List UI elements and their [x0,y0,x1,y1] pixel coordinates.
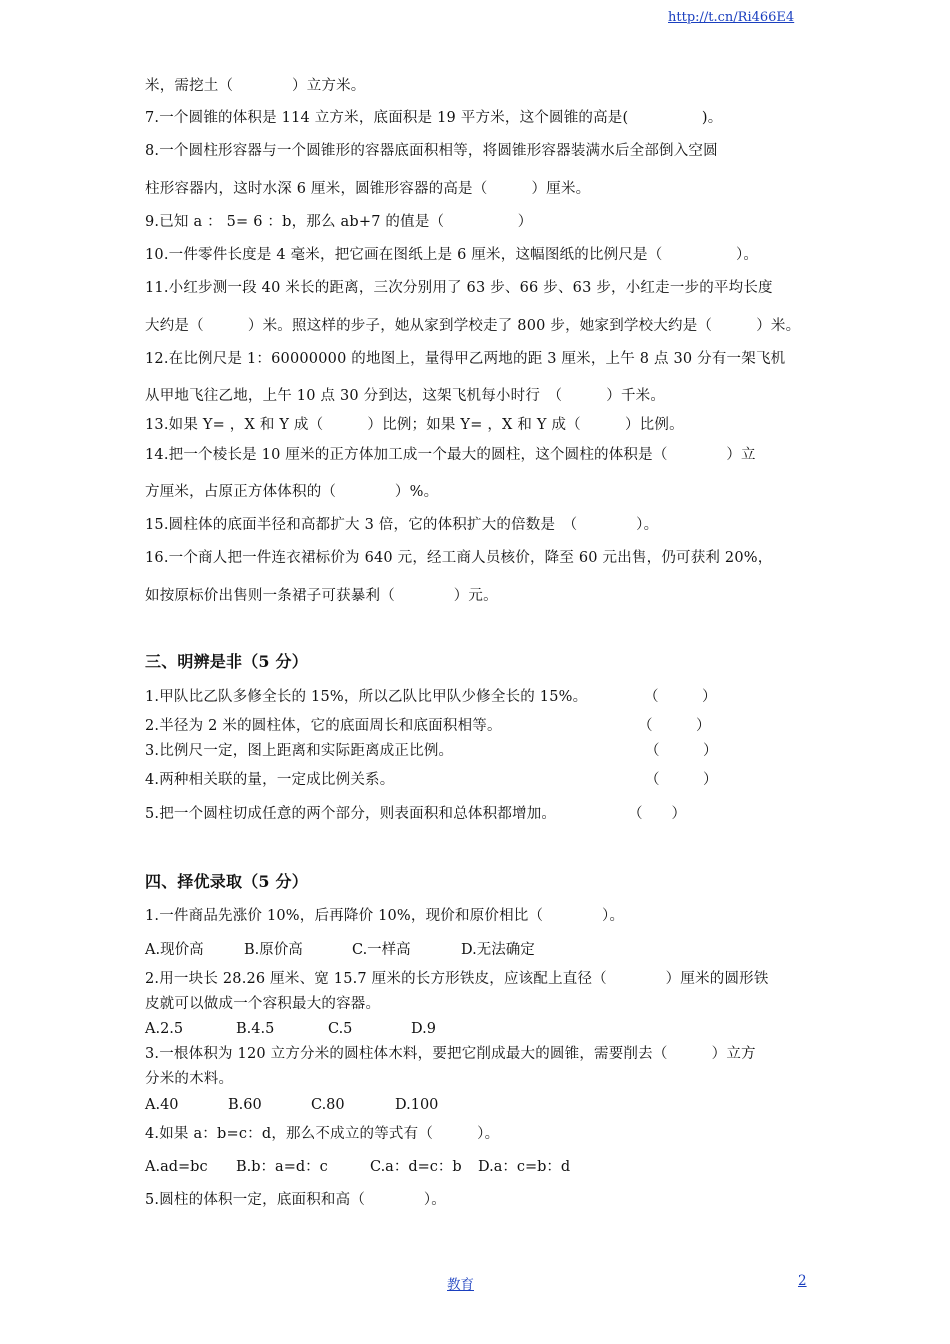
fill-question-16-cont: 如按原标价出售则一条裙子可获暴利（ ）元。 [145,588,498,604]
tf-question-1: 1.甲队比乙队多修全长的 15%，所以乙队比甲队少修全长的 15%。 [145,689,588,705]
mc-question-2: 2.用一块长 28.26 厘米、宽 15.7 厘米的长方形铁皮，应该配上直径（ ）厘米的圆形铁 [145,971,769,987]
mc-question-2-cont: 皮就可以做成一个容积最大的容器。 [145,996,381,1012]
header-url-link[interactable]: http://t.cn/Ri466E4 [668,10,795,25]
mc2-option-a: A.2.5 [145,1021,184,1037]
fill-question-8: 8.一个圆柱形容器与一个圆锥形的容器底面积相等，将圆锥形容器装满水后全部倒入空圆 [145,143,718,159]
fill-question-11: 11.小红步测一段 40 米长的距离，三次分别用了 63 步、66 步、63 步，小红走一步的平均长度 [145,280,773,296]
mc-question-3: 3.一根体积为 120 立方分米的圆柱体木料，要把它削成最大的圆锥，需要削去（ ）立方 [145,1046,756,1062]
fill-question-8-cont: 柱形容器内，这时水深 6 厘米，圆锥形容器的高是（ ）厘米。 [145,181,591,197]
mc1-option-c: C.一样高 [352,942,411,958]
fill-question-12: 12.在比例尺是 1：60000000 的地图上，量得甲乙两地的距 3 厘米，上午 8 点 30 分有一架飞机 [145,351,786,367]
section3-title: 三、明辨是非（5 分） [145,652,308,671]
page-number[interactable]: 2 [798,1273,807,1289]
fill-line-0: 米，需挖土（ ）立方米。 [145,78,366,94]
mc4-option-a: A.ad=bc [145,1159,208,1175]
mc3-option-a: A.40 [145,1097,179,1113]
fill-question-16: 16.一个商人把一件连衣裙标价为 640 元，经工商人员核价，降至 60 元出售，仍可获利 20%， [145,550,773,566]
mc-question-4: 4.如果 a：b=c：d，那么不成立的等式有（ ）。 [145,1126,500,1142]
mc-question-5: 5.圆柱的体积一定，底面积和高（ ）。 [145,1192,446,1208]
mc2-option-b: B.4.5 [236,1021,275,1037]
mc-question-1: 1.一件商品先涨价 10%，后再降价 10%，现价和原价相比（ ）。 [145,908,625,924]
mc3-option-c: C.80 [311,1097,345,1113]
fill-question-15: 15.圆柱体的底面半径和高都扩大 3 倍，它的体积扩大的倍数是 （ ）。 [145,517,659,533]
fill-question-9: 9.已知 a ： 5= 6 ：b，那么 ab+7 的值是（ ） [145,214,533,230]
mc1-option-d: D.无法确定 [461,942,535,958]
mc4-option-d: D.a：c=b：d [478,1159,571,1175]
tf-question-5: 5.把一个圆柱切成任意的两个部分，则表面积和总体积都增加。 [145,806,557,822]
mc4-option-b: B.b：a=d：c [236,1159,328,1175]
mc4-option-c: C.a：d=c：b [370,1159,462,1175]
tf-question-4: 4.两种相关联的量，一定成比例关系。 [145,772,395,788]
mc2-option-c: C.5 [328,1021,353,1037]
mc3-option-b: B.60 [228,1097,262,1113]
fill-question-13: 13.如果 Y= ，X 和 Y 成（ ）比例；如果 Y= ，X 和 Y 成（ ）比例。 [145,417,684,433]
tf-blank-4: （ ） [645,772,718,788]
fill-question-14-cont: 方厘米，占原正方体体积的（ ）%。 [145,484,439,500]
mc1-option-a: A.现价高 [145,942,204,958]
tf-blank-3: （ ） [645,743,718,759]
fill-question-10: 10.一件零件长度是 4 毫米，把它画在图纸上是 6 厘米，这幅图纸的比例尺是（ ）。 [145,247,759,263]
footer-education-link[interactable]: 教育 [447,1277,474,1293]
section4-title: 四、择优录取（5 分） [145,872,308,891]
tf-question-3: 3.比例尺一定，图上距离和实际距离成正比例。 [145,743,454,759]
mc-question-3-cont: 分米的木料。 [145,1071,234,1087]
fill-question-11-cont: 大约是（ ）米。照这样的步子，她从家到学校走了 800 步，她家到学校大约是（ ）米。 [145,318,801,334]
tf-blank-1: （ ） [644,689,717,705]
tf-blank-5: （ ） [628,806,686,822]
mc1-option-b: B.原价高 [244,942,303,958]
tf-blank-2: （ ） [638,718,711,734]
fill-question-7: 7.一个圆锥的体积是 114 立方米，底面积是 19 平方米，这个圆锥的高是( )。 [145,110,723,126]
fill-question-12-cont: 从甲地飞往乙地，上午 10 点 30 分到达，这架飞机每小时行 （ ）千米。 [145,388,666,404]
tf-question-2: 2.半径为 2 米的圆柱体，它的底面周长和底面积相等。 [145,718,502,734]
fill-question-14: 14.把一个棱长是 10 厘米的正方体加工成一个最大的圆柱，这个圆柱的体积是（ ）立 [145,447,756,463]
mc2-option-d: D.9 [411,1021,436,1037]
mc3-option-d: D.100 [395,1097,439,1113]
